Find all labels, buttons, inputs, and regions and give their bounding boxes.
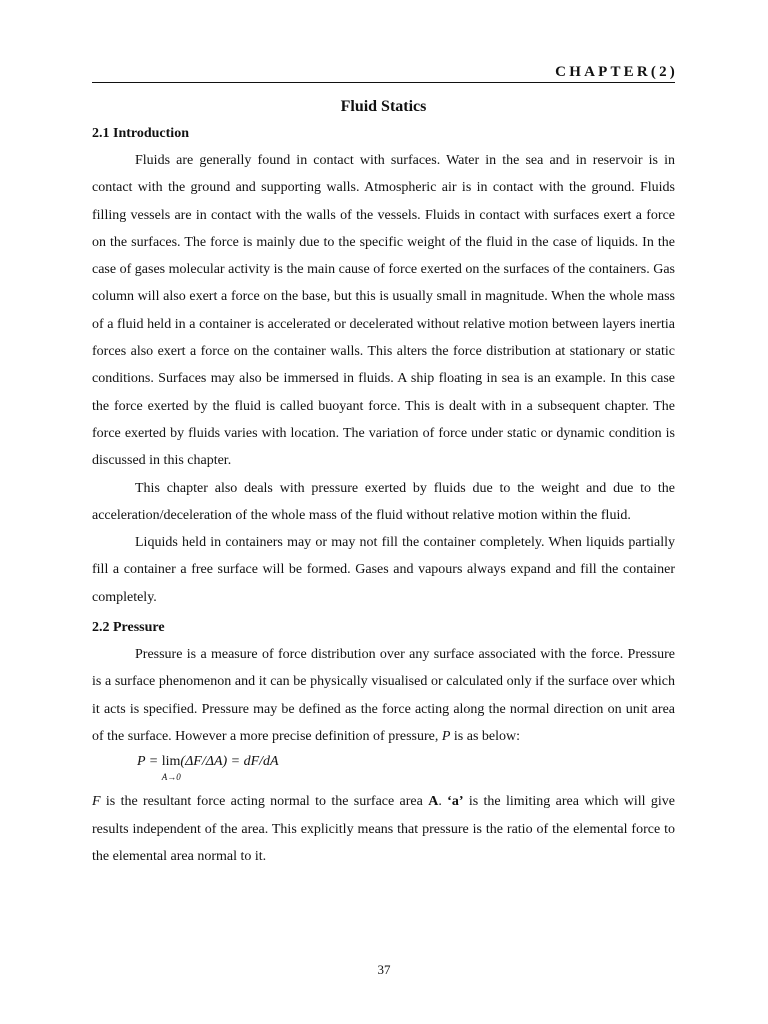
page-number: 37 xyxy=(377,962,391,977)
pressure-p1-end: is as below: xyxy=(450,728,521,744)
pressure-p1-main: Pressure is a measure of force distribution over any surface associated with the force. Pressure is a surface phenomenon and it can be physically visualised or calculated only if the surface over which it acts is specified. Pressure may be defined as the force acting along the normal direction on unit area of the surface. However a more precise definition of pressure, xyxy=(92,647,675,744)
equation-rhs: (ΔF/ΔA) = dF/dA xyxy=(180,754,279,770)
pressure-p1-var: P xyxy=(441,728,451,744)
pressure-p2-area: A xyxy=(428,794,439,810)
section-heading-introduction: 2.1 Introduction xyxy=(92,126,189,141)
pressure-equation xyxy=(137,752,675,783)
section-heading-pressure: 2.2 Pressure xyxy=(92,620,165,636)
pressure-paragraph-2 xyxy=(92,788,675,870)
pressure-p2-part2: . xyxy=(438,794,448,810)
pressure-p2-a: ‘a’ xyxy=(447,794,464,810)
intro-paragraph-1: Fluids are generally found in contact with surfaces. Water in the sea and in reservoir is in contact with the ground and supporting walls. Atmospheric air is in contact with the ground. Fluids filling vessels are in contact with the walls of the vessels. Fluids in contact with surfaces exert a force on the surfaces. The force is mainly due to the specific weight of the fluid in the case of liquids. In the case of gases molecular activity is the main cause of force exerted on the surfaces of the containers. Gas column will also exert a force on the base, but this is usually small in magnitude. When the whole mass of a fluid held in a container is accelerated or decelerated without relative motion between layers inertia forces also exert a force on the container walls. This alters the force distribution at stationary or static conditions. Surfaces may also be immersed in fluids. A ship floating in sea is an example. In this case the force exerted by the fluid is called buoyant force. This is dealt with in a subsequent chapter. The force exerted by fluids varies with location. The variation of force under static or dynamic condition is discussed in this chapter. xyxy=(92,153,675,469)
equation-lim xyxy=(161,752,181,783)
header-rule xyxy=(92,82,675,83)
pressure-p2-var: F xyxy=(92,794,101,810)
equation-lim-subscript: A→0 xyxy=(161,772,181,783)
equation-lhs: P = xyxy=(137,754,162,770)
document-page xyxy=(92,62,678,870)
chapter-header: CHAPTER(2) xyxy=(555,64,678,80)
pressure-p2-part3: is the limiting area which will give results independent of the area. This explicitly means that pressure is the ratio of the elemental force to the elemental area normal to it. xyxy=(92,794,676,864)
intro-paragraph-3: Liquids held in containers may or may not fill the container completely. When liquids partially fill a container a free surface will be formed. Gases and vapours always expand and fill the container completely. xyxy=(92,535,675,605)
pressure-paragraph-1 xyxy=(92,641,675,750)
chapter-title: Fluid Statics xyxy=(340,98,427,115)
equation-lim-word: lim xyxy=(161,754,181,770)
intro-paragraph-2: This chapter also deals with pressure exerted by fluids due to the weight and due to the acceleration/deceleration of the whole mass of the fluid without relative motion within the fluid. xyxy=(92,480,675,523)
pressure-p2-part1: is the resultant force acting normal to the surface area xyxy=(100,794,429,810)
